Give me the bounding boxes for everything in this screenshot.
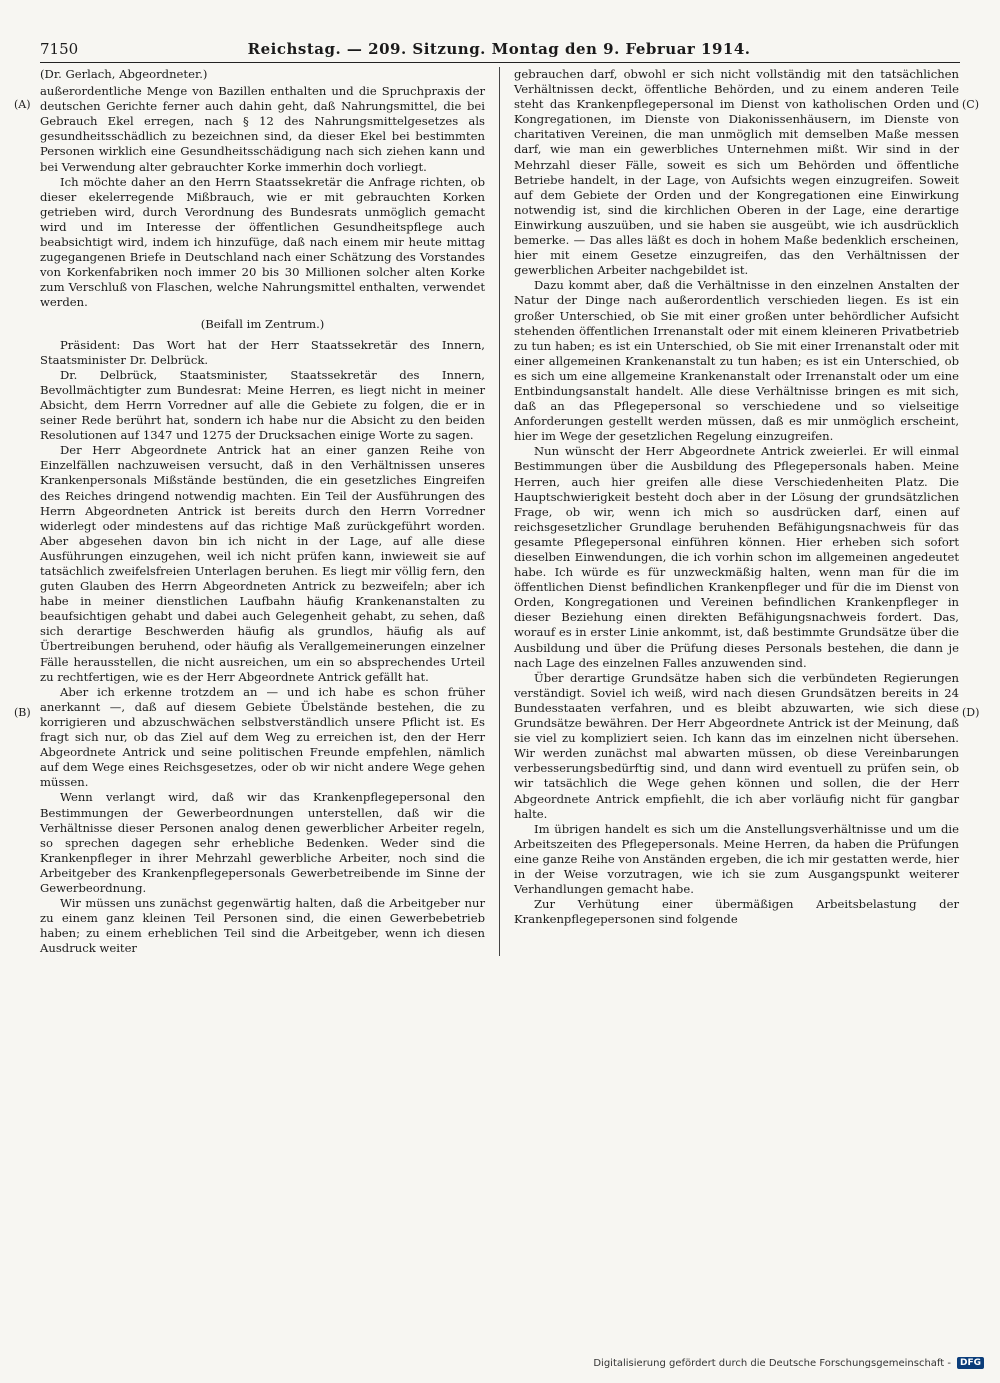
page-title: Reichstag. — 209. Sitzung. Montag den 9. Februar 1914. bbox=[247, 40, 751, 58]
paragraph: Nun wünscht der Herr Abgeordnete Antrick zweierlei. Er will einmal Bestimmungen über die Ausbildung des Pflegepersonals haben. Meine Herren, auch hier greifen alle diese Verschiedenheiten Platz. Die Hauptschwierigkeit besteht doch aber in der Lösung der grundsätzlichen Frage, ob wir, wenn ich mich so ausdrücken darf, einen auf reichsgesetzlicher Grundlage beruhenden Befähigungsnachweis für das gesamte Pflegepersonal einführen können. Hier erheben sich sofort dieselben Einwendungen, die ich vorhin schon im allgemeinen angedeutet habe. Ich würde es für unzweckmäßig halten, wenn man für die im öffentlichen Dienst befindlichen Krankenpfleger und für die im Dienst von Orden, Kongregationen und Vereinen befindlichen Krankenpfleger in dieser Beziehung einen direkten Befähigungsnachweis fordert. Das, worauf es in erster Linie ankommt, ist, daß bestimmte Grundsätze über die Ausbildung und über die Prüfung dieses Personals bestehen, die dann je nach Lage des einzelnen Falles anzuwenden sind. bbox=[514, 444, 959, 670]
margin-marker-a: (A) bbox=[14, 98, 31, 111]
paragraph: Dr. Delbrück, Staatsminister, Staatssekretär des Innern, Bevollmächtigter zum Bundesrat: Meine Herren, es liegt nicht in meiner Absicht, dem Herrn Vorredner auf alle die Gebiete zu folgen, die er in seiner Rede berührt hat, sondern ich habe nur die Absicht zu den beiden Resolutionen auf 1347 und 1275 der Drucksachen einige Worte zu sagen. bbox=[40, 367, 485, 443]
margin-marker-c: (C) bbox=[962, 98, 979, 111]
paragraph: Über derartige Grundsätze haben sich die verbündeten Regierungen verständigt. Soviel ich weiß, wird nach diesen Grundsätzen bereits in 24 Bundesstaaten verfahren, und es bleibt abzuwarten, wie sich diese Grundsätze bewähren. Der Herr Abgeordnete Antrick ist der Meinung, daß sie viel zu kompliziert seien. Ich kann das im einzelnen nicht übersehen. Wir werden zunächst mal abwarten müssen, ob diese Vereinbarungen verbesserungsbedürftig sind, und dann wird eventuell zu prüfen sein, ob wir tatsächlich die Wege gehen können und sollen, die der Herr Abgeordnete Antrick empfiehlt, die ich aber vorläufig nicht für gangbar halte. bbox=[514, 670, 959, 821]
columns bbox=[40, 67, 960, 956]
paragraph: Ich möchte daher an den Herrn Staatssekretär die Anfrage richten, ob dieser ekelerregende Mißbrauch, wie er mit gebrauchten Korken getrieben wird, durch Verordnung des Bundesrats unmöglich gemacht wird und im Interesse der öffentlichen Gesundheitspflege auch beabsichtigt wird, indem ich hinzufüge, daß nach einem mir heute mittag zugegangenen Briefe in Deutschland nach einer Schätzung des Vorstandes von Korkenfabriken noch immer 20 bis 30 Millionen solcher alten Korke zum Verschluß von Flaschen, welche Nahrungsmittel enthalten, verwendet werden. bbox=[40, 174, 485, 310]
paragraph: Zur Verhütung einer übermäßigen Arbeitsbelastung der Krankenpflegepersonen sind folgende bbox=[514, 897, 959, 927]
paragraph: gebrauchen darf, obwohl er sich nicht vollständig mit den tatsächlichen Verhältnissen deckt, öffentliche Behörden, und zu einem anderen Teile steht das Krankenpflegepersonal im Dienst von katholischen Orden und Kongregationen, im Dienste von Diakonissenhäusern, im Dienste von charitativen Vereinen, die man unmöglich mit demselben Maße messen darf, wie man ein gewerbliches Unternehmen mißt. Wir sind in der Mehrzahl dieser Fälle, soweit es sich um Behörden und öffentliche Betriebe handelt, in der Lage, von Aufsichts wegen einzugreifen. Soweit auf dem Gebiete der Orden und der Kongregationen eine Einwirkung notwendig ist, sind die kirchlichen Oberen in der Lage, eine derartige Einwirkung auszuüben, und sie haben sie ausgeübt, wie ich ausdrücklich bemerke. — Das alles läßt es doch in hohem Maße bedenklich erscheinen, hier mit einem Gesetze einzugreifen, das den Verhältnissen der gewerblichen Arbeiter nachgebildet ist. bbox=[514, 67, 959, 278]
right-column bbox=[499, 67, 959, 956]
paragraph: Der Herr Abgeordnete Antrick hat an einer ganzen Reihe von Einzelfällen nachzuweisen versucht, daß in den Verhältnissen unseres Krankenpersonals Mißstände bestünden, die ein gesetzliches Eingreifen des Reiches dringend notwendig machten. Ein Teil der Ausführungen des Herrn Abgeordneten Antrick ist bereits durch den Herrn Vorredner widerlegt oder mindestens auf das richtige Maß zurückgeführt worden. Aber abgesehen davon bin ich nicht in der Lage, auf alle diese Ausführungen einzugehen, weil ich nicht prüfen kann, inwieweit sie auf tatsächlich zweifelsfreien Unterlagen beruhen. Es liegt mir völlig fern, den guten Glauben des Herrn Abgeordneten Antrick zu bezweifeln; aber ich habe in meiner dienstlichen Laufbahn häufig Krankenanstalten zu beaufsichtigen gehabt und dabei auch Gelegenheit gehabt, zu sehen, daß sich derartige Beschwerden häufig als grundlos, häufig als auf Übertreibungen beruhend, oder häufig als Verallgemeinerungen einzelner Fälle herausstellen, die nicht ausreichen, um ein so absprechendes Urteil zu rechtfertigen, wie es der Herr Abgeordnete Antrick gefällt hat. bbox=[40, 443, 485, 684]
applause-note: (Beifall im Zentrum.) bbox=[200, 316, 325, 331]
paragraph: Aber ich erkenne trotzdem an — und ich habe es schon früher anerkannt —, daß auf diesem Gebiete Übelstände bestehen, die zu korrigieren und abzuschwächen selbstverständlich unsere Pflicht ist. Es fragt sich nur, ob das Ziel auf dem Weg zu erreichen ist, den der Herr Abgeordnete Antrick und seine politischen Freunde empfehlen, nämlich auf dem Wege eines Reichsgesetzes, oder ob wir nicht andere Wege gehen müssen. bbox=[40, 684, 485, 790]
speaker-tag: (Dr. Gerlach, Abgeordneter.) bbox=[40, 67, 208, 81]
paragraph: Präsident: Das Wort hat der Herr Staatssekretär des Innern, Staatsminister Dr. Delbrück. bbox=[40, 337, 485, 367]
paragraph: Wir müssen uns zunächst gegenwärtig halten, daß die Arbeitgeber nur zu einem ganz kleinen Teil Personen sind, die einen Gewerbebetrieb haben; zu einem erheblichen Teil sind die Arbeitgeber, wenn ich diesen Ausdruck weiter bbox=[40, 896, 485, 956]
page bbox=[40, 40, 960, 956]
margin-marker-d: (D) bbox=[962, 706, 980, 719]
paragraph: Dazu kommt aber, daß die Verhältnisse in den einzelnen Anstalten der Natur der Dinge nach außerordentlich verschieden liegen. Es ist ein großer Unterschied, ob Sie mit einer großen unter behördlicher Aufsicht stehenden öffentlichen Irrenanstalt oder mit einem kleineren Privatbetrieb zu tun haben; es ist ein Unterschied, ob Sie mit einer Irrenanstalt oder mit einer allgemeinen Krankenanstalt zu tun haben; es ist ein Unterschied, ob es sich um eine allgemeine Krankenanstalt oder Irrenanstalt oder um eine Entbindungsanstalt handelt. Alle diese Verhältnisse bringen es mit sich, daß an das Pflegepersonal so verschiedene und so vielseitige Anforderungen gestellt werden müssen, daß es mir unmöglich erscheint, hier im Wege der gesetzlichen Regelung einzugreifen. bbox=[514, 278, 959, 444]
footer-text: Digitalisierung gefördert durch die Deutsche Forschungsgemeinschaft - bbox=[593, 1357, 951, 1369]
paragraph: außerordentliche Menge von Bazillen enthalten und die Spruchpraxis der deutschen Gerichte ferner auch dahin geht, daß Nahrungsmittel, die bei Gebrauch Ekel erregen, nach § 12 des Nahrungsmittelgesetzes als gesundheitsschädlich zu bezeichnen sind, da dieser Ekel bei bestimmten Personen wirklich eine Gesundheitsschädigung nach sich ziehen kann und bei Verwendung alter gebrauchter Korke immerhin doch vorliegt. bbox=[40, 84, 485, 174]
page-number: 7150 bbox=[40, 40, 79, 58]
footer-credit bbox=[593, 1357, 984, 1369]
paragraph: Wenn verlangt wird, daß wir das Krankenpflegepersonal den Bestimmungen der Gewerbeordnungen unterstellen, daß wir die Verhältnisse dieser Personen analog denen gewerblicher Arbeiter regeln, so sprechen dagegen sehr erhebliche Bedenken. Weder sind die Krankenpfleger in ihrer Mehrzahl gewerbliche Arbeiter, noch sind die Arbeitgeber des Krankenpflegepersonals Gewerbetreibende im Sinne der Gewerbeordnung. bbox=[40, 790, 485, 895]
margin-marker-b: (B) bbox=[14, 706, 31, 719]
paragraph: Im übrigen handelt es sich um die Anstellungsverhältnisse und um die Arbeitszeiten des Pflegepersonals. Meine Herren, da haben die Prüfungen eine ganze Reihe von Anständen ergeben, die ich mir gestatten werde, hier in der Weise vorzutragen, wie ich sie zum Ausgangspunkt weiterer Verhandlungen gemacht habe. bbox=[514, 821, 959, 897]
page-header bbox=[40, 40, 960, 63]
dfg-logo-icon: DFG bbox=[957, 1357, 984, 1369]
left-column bbox=[40, 67, 499, 956]
